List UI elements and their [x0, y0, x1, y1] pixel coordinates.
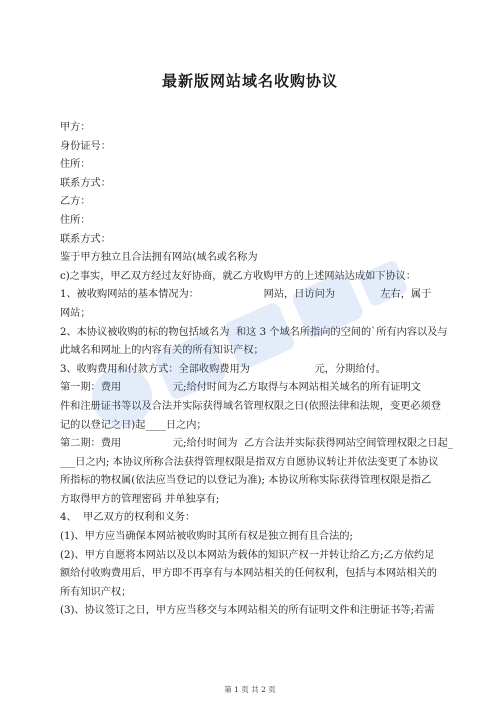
page-number: 第 1 页 共 2 页 [224, 685, 276, 694]
text-line: 方取得甲方的管理密码 并单独享有; [60, 493, 220, 505]
text-line: ___日之内; 本协议所称合法获得管理权限是指双方自愿协议转让并依法变更了本协议 [60, 456, 439, 468]
text-line: (1)、甲方应当确保本网站被收购时其所有权是独立拥有且合法的; [60, 531, 353, 543]
text-line: 4、 甲乙双方的权利和义务： [60, 512, 196, 524]
text-line: 3、收购费用和付款方式：全部收购费用为 元，分期给付。 [60, 363, 386, 375]
text-line: 鉴于甲方独立且合法拥有网站(域名或名称为 [60, 252, 258, 264]
text-line: (3)、协议签订之日，甲方应当移交与本网站相关的所有证明文件和注册证书等;若需 [60, 605, 435, 617]
text-line: c)之事实，甲乙双方经过友好协商，就乙方收购甲方的上述网站达成如下协议： [60, 270, 417, 282]
text-line: 第一期：费用 元;给付时间为乙方取得与本网站相关域名的所有证明文 [60, 382, 421, 394]
text-line: 1、被收购网站的基本情况为： 网站，日访问为 左右，属于 [60, 289, 432, 301]
text-line: 所有知识产权； [60, 586, 132, 598]
text-line: 住所： [60, 214, 91, 226]
text-line: 网站； [60, 307, 91, 319]
text-line: 第二期：费用 元;给付时间为 乙方合法并实际获得网站空间管理权限之日起_ [60, 438, 453, 450]
text-line: 住所： [60, 159, 91, 171]
text-line: 此域名和网址上的内容有关的所有知识产权； [60, 345, 264, 357]
text-line: 记的以登记之日)起____日之内； [60, 419, 207, 431]
document-body [60, 119, 452, 621]
text-line: 2、本协议被收购的标的物包括域名为 和这 3 个域名所指向的空间的`所有内容以及与 [60, 326, 448, 338]
document-title: 最新版网站域名收购协议 [161, 72, 338, 90]
text-line: 乙方： [60, 196, 91, 208]
text-line: 联系方式： [60, 233, 111, 245]
text-line: 甲方： [60, 122, 91, 133]
text-line: 所指标的物权属(依法应当登记的以登记为准); 本协议所称实际获得管理权限是指乙 [60, 475, 432, 487]
text-line: 联系方式： [60, 177, 111, 189]
text-line: 额给付收购费用后，甲方即不再享有与本网站相关的任何权利，包括与本网站相关的 [60, 568, 437, 580]
text-line: 身份证号： [60, 140, 111, 152]
text-line: (2)、甲方自愿将本网站以及以本网站为载体的知识产权一并转让给乙方;乙方依约足 [60, 549, 435, 561]
text-line: 件和注册证书等以及合法并实际获得域名管理权限之日(依照法律和法规，变更必须登 [60, 400, 441, 412]
